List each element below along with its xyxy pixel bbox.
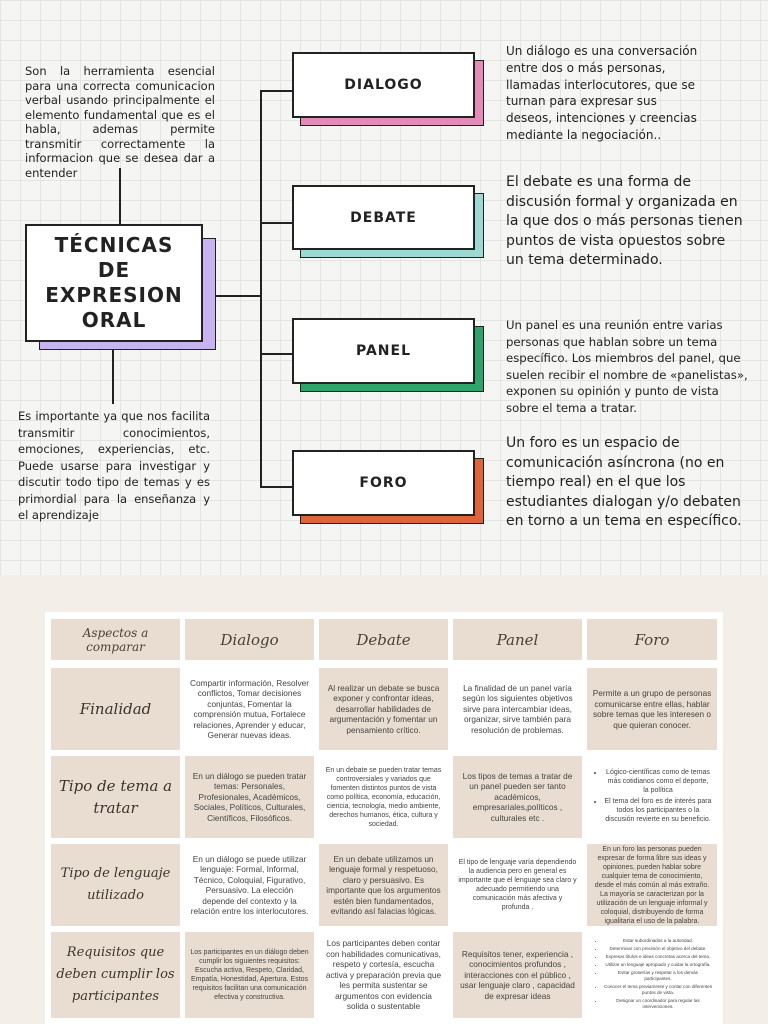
cell-finalidad-debate: Al realizar un debate se busca exponer y confrontar ideas, desarrollar habilidades de argumentación y fomentar un pensamiento crítico.: [319, 668, 448, 750]
cell-tema-dialogo: En un diálogo se pueden tratar temas: Personales, Profesionales, Académicos, Sociales, Políticos, Culturales, Científicos, Filosóficos.: [185, 756, 314, 838]
list-item: • Lógico-científicas como de temas más cotidianos como el deporte, la política: [604, 768, 712, 795]
cell-tema-panel: Los tipos de temas a tratar de un panel pueden ser tanto académicos, empresariales,políticos , culturales etc .: [453, 756, 582, 838]
connector-debate: [260, 222, 293, 224]
list-item: • Determinar con precisión el objetivo del debate.: [604, 946, 712, 952]
dialogo-card: DIALOGO: [292, 52, 475, 118]
main-title-card: TÉCNICAS DE EXPRESION ORAL: [25, 224, 203, 342]
cell-tema-debate: En un debate se pueden tratar temas controversiales y variados que fomenten distintos puntos de vista como política, economía, educación, ciencia, tecnología, medio ambiente, derechos humanos, ética, cultura y sociedad.: [325, 766, 442, 828]
list-item: • Evitar groserías y respetar a los demás participantes.: [604, 970, 712, 982]
header-panel: Panel: [453, 619, 582, 660]
comparison-table: [45, 612, 723, 1024]
list-item: • Estar subordinados a la autoridad.: [604, 938, 712, 944]
cell-finalidad-foro: Permite a un grupo de personas comunicarse entre ellas, hablar sobre temas que les interesen o que quieran conocer.: [587, 668, 717, 750]
cell-lenguaje-dialogo: En un diálogo se puede utilizar lenguaje: Formal, Informal, Técnico, Coloquial, Figurativo, Persuasivo. La elección depende del contexto y la relación entre los interlocutores.: [190, 853, 309, 916]
foro-description: Un foro es un espacio de comunicación asíncrona (no en tiempo real) en el que los estudiantes dialogan y/o debaten en torno a un tema en específico.: [506, 435, 742, 529]
list-item: • Conocer el tema previamente y contar con diferentes puntos de vista.: [604, 984, 712, 996]
header-debate: Debate: [319, 619, 448, 660]
panel-description: Un panel es una reunión entre varias personas que hablan sobre un tema específico. Los miembros del panel, que suelen recibir el nombre de «panelistas», exponen su opinión y punto de vista sobre el tema a tratar.: [506, 318, 748, 415]
intro-top-text: Son la herramienta esencial para una correcta comunicacion verbal usando principalmente el elemento fundamental que es el habla, ademas permite transmitir correctamente la informacion que se desea dar a entender: [25, 64, 215, 180]
cell-finalidad-dialogo: Compartir información, Resolver conflictos, Tomar decisiones conjuntas, Fomentar la comprensión mutua, Fortalece relaciones, Aprender y educar, Generar nuevas ideas.: [190, 677, 309, 740]
cell-requisitos-foro: [587, 932, 717, 1018]
header-foro: Foro: [587, 619, 717, 660]
header-dialogo: Dialogo: [185, 619, 314, 660]
dialogo-description: Un diálogo es una conversación entre dos o más personas, llamadas interlocutores, que se turnan para expresar sus deseos, intenciones y creencias mediante la negociación..: [506, 44, 698, 142]
list-item: • El tema del foro es de interés para todos los participantes o la discusión revierte en su beneficio.: [604, 797, 712, 824]
row-label-tipo-lenguaje: Tipo de lenguaje utilizado: [51, 844, 180, 926]
list-item: • Expresar títulos e ideas concretas acerca del tema.: [604, 954, 712, 960]
connector-bottom: [112, 350, 114, 404]
row-label-requisitos: Requisitos que deben cumplir los participantes: [51, 932, 180, 1018]
debate-card: DEBATE: [292, 185, 475, 250]
cell-lenguaje-debate: En un debate utilizamos un lenguaje formal y respetuoso, claro y persuasivo. Es importante que los argumentos estén bien fundamentados, evitando así falacias lógicas.: [319, 844, 448, 926]
cell-lenguaje-panel: El tipo de lenguaje varía dependiendo la audiencia pero en general es importante que el lenguaje sea claro y adecuado permitiendo una comunicación más afectiva y profunda .: [458, 859, 577, 911]
intro-bottom-text: Es importante ya que nos facilita transmitir conocimientos, emociones, experiencias, etc. Puede usarse para investigar y discutir todo tipo de temas y es primordial para la enseñanza y el aprendizaje: [18, 409, 210, 522]
header-aspectos: Aspectos a comparar: [51, 619, 180, 660]
cell-finalidad-panel: La finalidad de un panel varía según los siguientes objetivos sirve para intercambiar ideas, organizar, sirve también para resolución de problemas.: [462, 682, 573, 735]
connector-trunk: [260, 90, 262, 487]
connector-panel: [260, 353, 293, 355]
foro-card: FORO: [292, 450, 475, 516]
connector-dialogo: [260, 90, 293, 92]
cell-tema-foro: [587, 756, 717, 838]
cell-lenguaje-foro: En un foro las personas pueden expresar de forma libre sus ideas y opiniones, pueden hablar sobre cualquier tema de conocimiento, desde el más común al más extraño. La mayoría se caracterizan por la utilización de un lenguaje informal y coloquial, distribuyendo de forma igualitaria el uso de la palabra.: [587, 844, 717, 926]
row-label-tipo-tema: Tipo de tema a tratar: [51, 756, 180, 838]
requisitos-foro-list: [592, 938, 712, 1012]
tema-foro-list: [592, 768, 712, 826]
debate-description: El debate es una forma de discusión formal y organizada en la que dos o más personas tienen puntos de vista opuestos sobre un tema determinado.: [506, 174, 743, 268]
cell-requisitos-debate: Los participantes deben contar con habilidades comunicativas, respeto y cortesía, escucha activa y preparación previa que les permita sustentar se argumentos con evidencia solida o sustentable: [325, 938, 442, 1012]
list-item: • Designar un coordinador para regular las intervenciones.: [604, 998, 712, 1010]
cell-requisitos-panel: Requisitos tener, experiencia , conocimientos profundos , interacciones con el público , usar lenguaje claro , capacidad de expresar ideas: [453, 932, 582, 1018]
cell-requisitos-dialogo: Los participantes en un diálogo deben cumplir los siguientes requisitos: Escucha activa, Respeto, Claridad, Empatía, Honestidad, Apertura. Estos requisitos facilitan una comunicación efectiva y constructiva.: [185, 932, 314, 1018]
row-label-finalidad: Finalidad: [51, 668, 180, 750]
list-item: • Utilizar un lenguaje apropiado y cuidar la ortografía.: [604, 962, 712, 968]
connector-foro: [260, 486, 293, 488]
panel-card: PANEL: [292, 318, 475, 384]
